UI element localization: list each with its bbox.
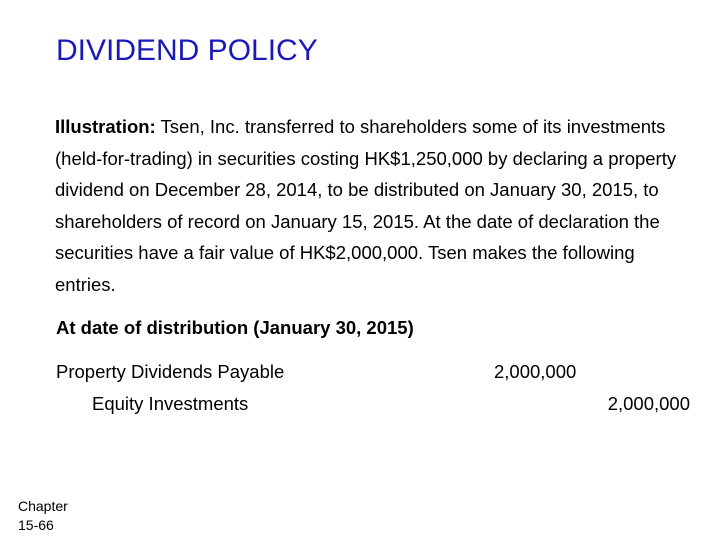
debit-amount: 2,000,000: [494, 361, 577, 382]
illustration-label: Illustration:: [55, 116, 156, 137]
illustration-paragraph: [55, 111, 695, 300]
illustration-text: Tsen, Inc. transferred to shareholders some of its investments (held-for-trading) in securities costing HK$1,250,000 by declaring a property dividend on December 28, 2014, to be distributed on January 30, 2015, to shareholders of record on January 15, 2015. At the date of declaration the securities have a fair value of HK$2,000,000. Tsen makes the following entries.: [55, 116, 677, 295]
credit-account-label: Equity Investments: [92, 393, 249, 414]
page-title: DIVIDEND POLICY: [56, 34, 318, 67]
journal-heading: At date of distribution (January 30, 2015): [56, 317, 414, 338]
slide-number-label: Chapter 15-66: [18, 498, 68, 533]
credit-amount: 2,000,000: [607, 393, 690, 414]
debit-account-label: Property Dividends Payable: [56, 361, 285, 382]
